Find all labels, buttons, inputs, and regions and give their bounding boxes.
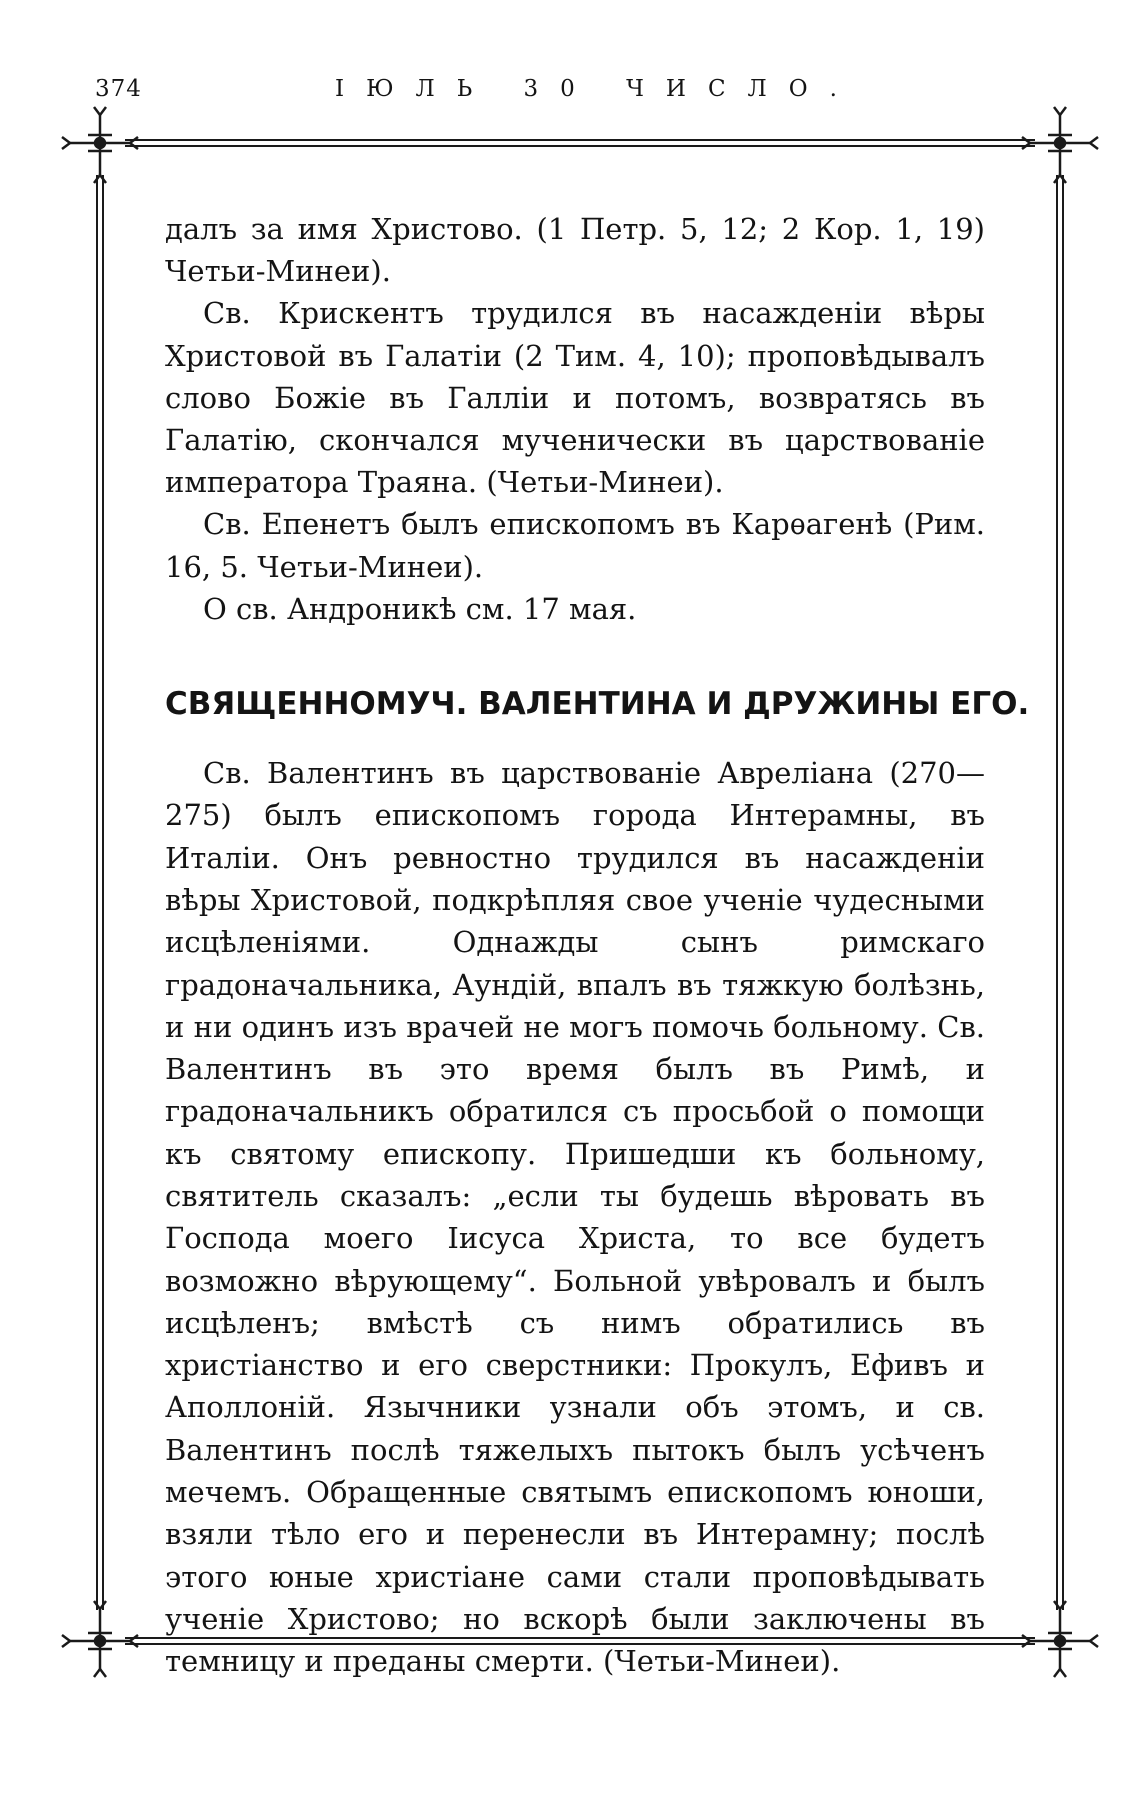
- running-title: ІЮЛЬ 30 ЧИСЛО.: [335, 76, 859, 102]
- paragraph-kriskent: Св. Крискентъ трудился въ насажденіи вѣры Христовой въ Галатіи (2 Тим. 4, 10); проповѣдывалъ слово Божіе въ Галліи и потомъ, возвратясь въ Галатію, скончался мученически въ царствованіе императора Траяна. (Четьи-Минеи).: [165, 296, 985, 500]
- page-body: [165, 208, 1030, 1683]
- paragraph-epenet: Св. Епенетъ былъ епископомъ въ Карѳагенѣ (Рим. 16, 5. Четьи-Минеи).: [165, 507, 985, 584]
- page-number: 374: [95, 76, 142, 102]
- paragraph-continuation: далъ за имя Христово. (1 Петр. 5, 12; 2 Кор. 1, 19) Четьи-Минеи).: [165, 212, 985, 289]
- paragraph-valentin: Св. Валентинъ въ царствованіе Авреліана (270—275) былъ епископомъ города Интерамны, въ Италіи. Онъ ревностно трудился въ насажденіи вѣры Христовой, подкрѣпляя свое ученіе чудесными исцѣленіями. Однажды сынъ римскаго градоначальника, Аундій, впалъ въ тяжкую болѣзнь, и ни одинъ изъ врачей не могъ помочь больному. Св. Валентинъ въ это время былъ въ Римѣ, и градоначальникъ обратился съ просьбой о помощи къ святому епископу. Пришедши къ больному, святитель сказалъ: „если ты будешь вѣровать въ Господа моего Іисуса Христа, то все будетъ возможно вѣрующему“. Больной увѣровалъ и былъ исцѣленъ; вмѣстѣ съ нимъ обратились въ христіанство и его сверстники: Прокулъ, Ефивъ и Аполлоній. Язычники узнали объ этомъ, и св. Валентинъ послѣ тяжелыхъ пытокъ былъ усѣченъ мечемъ. Обращенные святымъ епископомъ юноши, взяли тѣло его и перенесли въ Интерамну; послѣ этого юные христіане сами стали проповѣдывать ученіе Христово; но вскорѣ были заключены въ темницу и преданы смерти. (Четьи-Минеи).: [165, 756, 985, 1679]
- section-title: СВЯЩЕННОМУЧ. ВАЛЕНТИНА И ДРУЖИНЫ ЕГО.: [165, 686, 1030, 723]
- paragraph-andronik: О св. Андроникѣ см. 17 мая.: [203, 591, 637, 626]
